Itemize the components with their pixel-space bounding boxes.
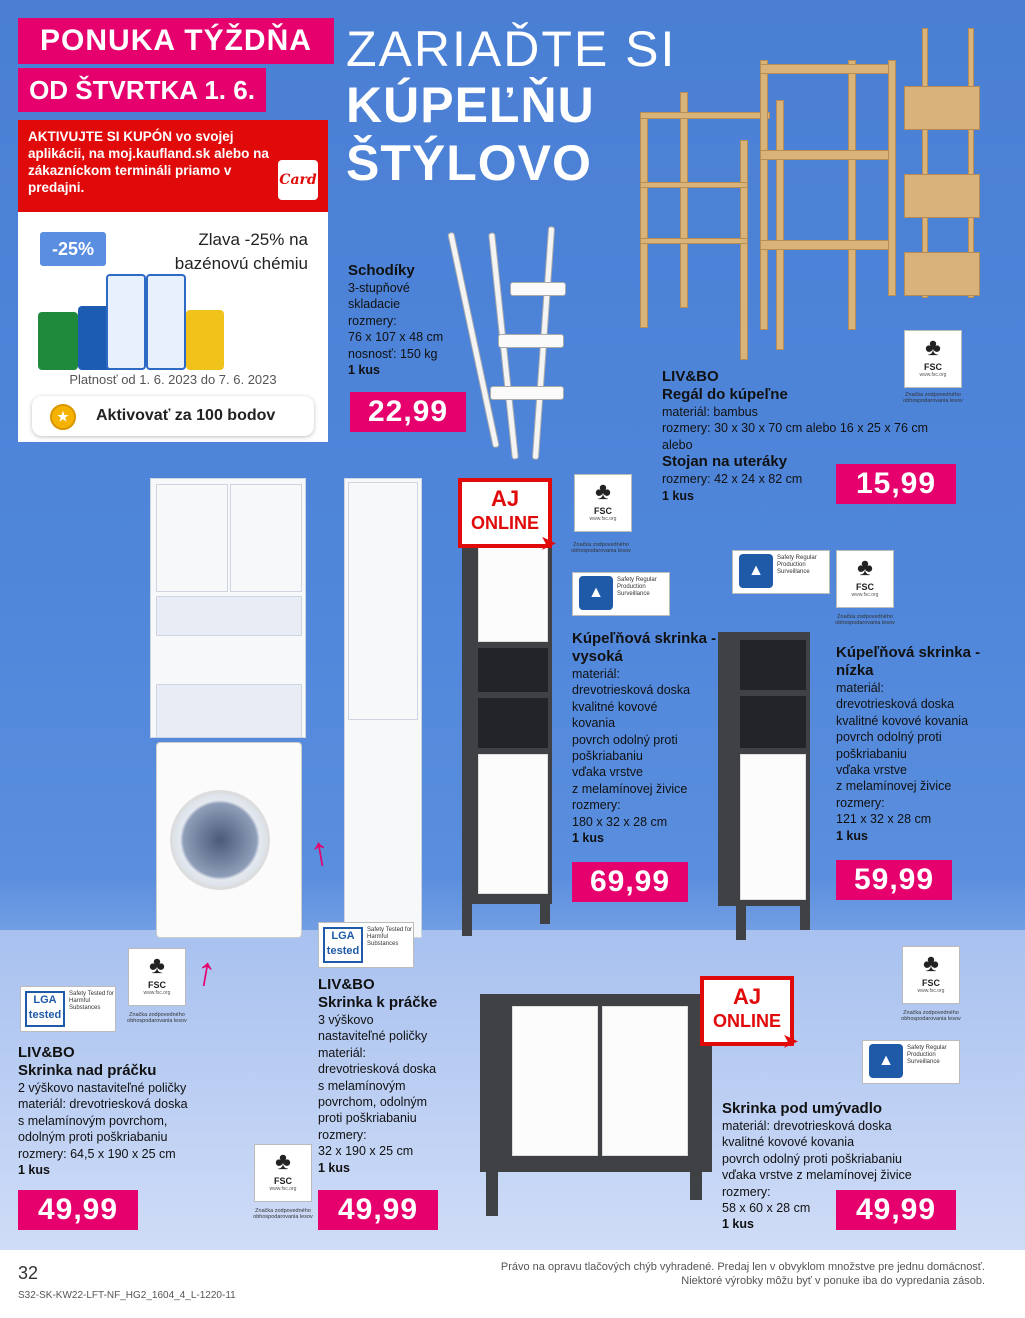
- product-title: Schodíky: [348, 262, 415, 279]
- fsc-logo: [902, 946, 960, 1004]
- tuv-text: Safety Regular Production Surveillance: [777, 555, 817, 575]
- spec-line: 58 x 60 x 28 cm: [722, 1201, 811, 1216]
- tree-icon: ♣: [275, 1148, 291, 1175]
- activate-coupon-button[interactable]: [32, 396, 314, 436]
- spec-line: vďaka vrstve z melamínovej živice: [722, 1168, 912, 1183]
- shelf-price: 15,99: [836, 464, 956, 504]
- quantity: 1 kus: [722, 1217, 754, 1232]
- spec-line: proti poškriabaniu: [318, 1111, 417, 1126]
- cursor-icon: ➤: [540, 533, 556, 553]
- footer-note-line: Niektoré výrobky môžu byť v ponuke iba do vypredania zásob.: [681, 1275, 985, 1287]
- fsc-logo: [128, 948, 186, 1006]
- fsc-label: FSC: [594, 506, 612, 516]
- headline-line1: ZARIAĎTE SI: [346, 21, 677, 77]
- fsc-url: www.fsc.org: [919, 372, 947, 378]
- headline-line2: KÚPEĽŇU: [346, 77, 595, 133]
- spec-line: 121 x 32 x 28 cm: [836, 812, 932, 827]
- discount-text: Zlava -25% na bazénovú chémiu: [174, 230, 308, 273]
- spec-line: rozmery:: [572, 798, 621, 813]
- product-title: Skrinka k práčke: [318, 994, 438, 1011]
- tuv-logo: [732, 550, 830, 594]
- spec-line: 76 x 107 x 48 cm: [348, 330, 444, 345]
- fsc-label: FSC: [274, 1176, 292, 1186]
- sink-cabinet-price: 49,99: [836, 1190, 956, 1230]
- tuv-logo: [572, 572, 670, 616]
- page-number: 32: [18, 1263, 39, 1283]
- spec-line: rozmery: 42 x 24 x 82 cm: [662, 472, 803, 487]
- spec-line: materiál: drevotriesková doska: [18, 1097, 188, 1112]
- quantity: 1 kus: [318, 1160, 350, 1175]
- quantity: 1 kus: [572, 831, 604, 846]
- fsc-note: Značka zodpovedného obhospodarovania lesov: [903, 392, 963, 404]
- fsc-note: Značka zodpovedného obhospodarovania lesov: [127, 1012, 187, 1024]
- washer-cabinet-price: 49,99: [18, 1190, 138, 1230]
- coupon-card: [18, 120, 328, 442]
- footer-code: S32-SK-KW22-LFT-NF_HG2_1604_4_L-1220-11: [18, 1290, 236, 1301]
- fsc-label: FSC: [922, 978, 940, 988]
- spec-line: povrch odolný proti poškriabaniu: [722, 1151, 902, 1166]
- coupon-text: AKTIVUJTE SI KUPÓN vo svojej aplikácii, na moj.kaufland.sk alebo na zákazníckom termináli priamo v predajni.: [28, 129, 269, 195]
- spec-line: kovania: [572, 716, 616, 731]
- aj-label: AJ: [490, 486, 520, 511]
- tall-cabinet-description: [572, 630, 722, 846]
- product-title: Regál do kúpeľne: [662, 386, 788, 403]
- spec-line: materiál: bambus: [662, 405, 758, 419]
- product-title-2: Stojan na uteráky: [662, 453, 788, 471]
- footer-note-line: Právo na opravu tlačových chýb vyhradené. Predaj len v obvyklom množstve pre jednu domácnosť.: [500, 1261, 985, 1273]
- low-cabinet-description: [836, 644, 996, 844]
- fsc-logo: [904, 330, 962, 388]
- spec-line: materiál:: [836, 681, 884, 695]
- spec-line: vďaka vrstve: [572, 765, 643, 780]
- brand: LIV&BO: [662, 368, 719, 385]
- aj-label: AJ: [732, 984, 762, 1009]
- spec-line: drevotriesková doska: [836, 697, 955, 712]
- spec-line: nastaviteľné poličky: [318, 1029, 428, 1044]
- lga-text: Safety Tested for Harmful Substances: [69, 991, 114, 1011]
- low-cabinet-price: 59,99: [836, 860, 952, 900]
- product-title: Skrinka nad práčku: [18, 1062, 157, 1079]
- fsc-url: www.fsc.org: [589, 516, 617, 522]
- headline-line3: ŠTÝLOVO: [346, 135, 592, 191]
- spec-line: nosnosť: 150 kg: [348, 346, 438, 361]
- spec-line: kvalitné kovové kovania: [836, 713, 969, 728]
- quantity: 1 kus: [348, 363, 380, 378]
- fsc-note: Značka zodpovedného obhospodarovania lesov: [571, 542, 631, 554]
- online-badge[interactable]: [458, 478, 556, 553]
- spec-line: rozmery: 64,5 x 190 x 25 cm: [18, 1146, 176, 1161]
- spec-line: kvalitné kovové: [572, 699, 658, 714]
- fsc-logo: [836, 550, 894, 608]
- lga-mark: LGA tested: [25, 991, 65, 1027]
- discount-badge: -25%: [40, 232, 106, 266]
- product-title: Kúpeľňová skrinka - vysoká: [572, 630, 717, 665]
- washer-cabinet-description: [18, 1044, 248, 1178]
- footer-note: [425, 1260, 985, 1288]
- online-badge[interactable]: [700, 976, 798, 1051]
- spec-line: rozmery:: [348, 313, 397, 328]
- tree-icon: ♣: [923, 950, 939, 977]
- tuv-triangle-icon: ▲: [579, 576, 613, 610]
- fsc-url: www.fsc.org: [143, 990, 171, 996]
- spec-line: kvalitné kovové kovania: [722, 1135, 855, 1150]
- spec-line: rozmery:: [722, 1184, 771, 1199]
- cursor-icon: ➤: [782, 1031, 798, 1051]
- fsc-label: FSC: [856, 582, 874, 592]
- ladder-price: 22,99: [350, 392, 466, 432]
- lga-logo: [318, 922, 414, 968]
- fsc-note: Značka zodpovedného obhospodarovania lesov: [253, 1208, 313, 1220]
- online-label: ONLINE: [470, 513, 539, 533]
- spec-line: z melamínovej živice: [836, 779, 952, 794]
- fsc-label: FSC: [148, 980, 166, 990]
- week-offer-tag: PONUKA TÝŽDŇA: [18, 18, 334, 64]
- tall-cabinet-price: 69,99: [572, 862, 688, 902]
- fsc-label: FSC: [924, 362, 942, 372]
- side-cabinet-price: 49,99: [318, 1190, 438, 1230]
- spec-line: rozmery:: [318, 1127, 367, 1142]
- lga-mark: LGA tested: [323, 927, 363, 963]
- spec-line: 180 x 32 x 28 cm: [572, 814, 668, 829]
- spec-line: 32 x 190 x 25 cm: [318, 1144, 414, 1159]
- ladder-description: [348, 262, 488, 378]
- arrow-icon: ↑: [306, 828, 334, 876]
- coupon-validity: Platnosť od 1. 6. 2023 do 7. 6. 2023: [69, 372, 277, 387]
- from-date-tag: OD ŠTVRTKA 1. 6.: [18, 68, 266, 112]
- spec-line: 3-stupňové: [348, 281, 410, 295]
- product-title: Skrinka pod umývadlo: [722, 1100, 883, 1117]
- side-cabinet-description: [318, 976, 468, 1176]
- spec-line: 3 výškovo: [318, 1013, 374, 1027]
- spec-line: 2 výškovo nastaviteľné poličky: [18, 1081, 187, 1095]
- tuv-text: Safety Regular Production Surveillance: [907, 1045, 947, 1065]
- tuv-triangle-icon: ▲: [739, 554, 773, 588]
- spec-line: s melamínovým povrchom,: [18, 1113, 168, 1128]
- spec-line: materiál:: [318, 1045, 366, 1060]
- spec-line: alebo: [662, 437, 693, 452]
- spec-line: odolným proti poškriabaniu: [18, 1130, 168, 1145]
- tuv-triangle-icon: ▲: [869, 1044, 903, 1078]
- spec-line: materiál: drevotriesková doska: [722, 1119, 892, 1133]
- quantity: 1 kus: [18, 1163, 50, 1178]
- activate-label: Aktivovať za 100 bodov: [96, 407, 276, 424]
- spec-line: z melamínovej živice: [572, 781, 688, 796]
- spec-line: povrch odolný proti: [572, 732, 678, 747]
- spec-line: skladacie: [348, 297, 401, 312]
- fsc-url: www.fsc.org: [269, 1186, 297, 1192]
- spec-line: drevotriesková doska: [318, 1062, 437, 1077]
- quantity: 1 kus: [836, 828, 868, 843]
- tuv-logo: [862, 1040, 960, 1084]
- online-label: ONLINE: [712, 1011, 781, 1031]
- brand: LIV&BO: [18, 1044, 75, 1061]
- fsc-note: Značka zodpovedného obhospodarovania lesov: [901, 1010, 961, 1022]
- spec-line: s melamínovým: [318, 1078, 406, 1093]
- spec-line: rozmery: 30 x 30 x 70 cm alebo 16 x 25 x 76 cm: [662, 421, 929, 436]
- product-title: Kúpeľňová skrinka - nízka: [836, 644, 981, 679]
- spec-line: vďaka vrstve: [836, 763, 907, 778]
- tree-icon: ♣: [925, 334, 941, 361]
- spec-line: materiál:: [572, 667, 620, 681]
- tree-icon: ♣: [595, 478, 611, 505]
- spec-line: poškriabaniu: [836, 746, 907, 761]
- fsc-note: Značka zodpovedného obhospodarovania lesov: [835, 614, 895, 626]
- spec-line: povrch odolný proti: [836, 730, 942, 745]
- headline: [346, 22, 676, 192]
- spec-line: drevotriesková doska: [572, 683, 691, 698]
- tree-icon: ♣: [857, 554, 873, 581]
- spec-line: rozmery:: [836, 795, 885, 810]
- fsc-url: www.fsc.org: [851, 592, 879, 598]
- quantity: 1 kus: [662, 488, 694, 503]
- fsc-logo: [254, 1144, 312, 1202]
- tuv-text: Safety Regular Production Surveillance: [617, 577, 657, 597]
- pool-chemicals-image: [38, 250, 228, 370]
- coin-icon: ★: [50, 404, 76, 430]
- lga-logo: [20, 986, 116, 1032]
- lga-text: Safety Tested for Harmful Substances: [367, 927, 412, 947]
- card-logo: Card: [278, 160, 318, 200]
- brand: LIV&BO: [318, 976, 375, 993]
- spec-line: povrchom, odolným: [318, 1095, 428, 1110]
- coupon-instructions: [18, 120, 328, 212]
- arrow-icon: ↑: [192, 948, 220, 996]
- tree-icon: ♣: [149, 952, 165, 979]
- fsc-logo: [574, 474, 632, 532]
- fsc-url: www.fsc.org: [917, 988, 945, 994]
- spec-line: poškriabaniu: [572, 749, 643, 764]
